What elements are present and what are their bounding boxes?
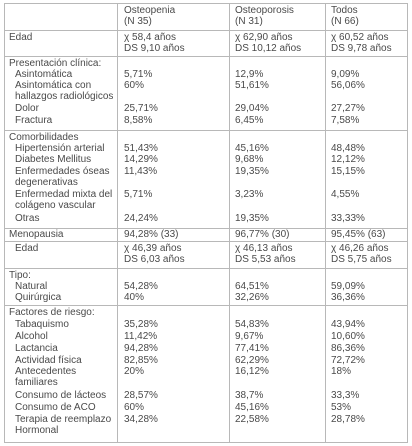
row-label: Lactancia xyxy=(15,343,58,354)
column-divider xyxy=(229,4,230,442)
cell-osteopenia: 34,28% xyxy=(124,414,158,425)
cell-todos: 10,60% xyxy=(331,331,365,342)
row-divider xyxy=(5,305,407,306)
cell-edad-menopausia-osteopenia: χ 46,39 años DS 6,03 años xyxy=(124,243,185,265)
row-label: Actividad física xyxy=(15,355,82,366)
row-label: Quirúrgica xyxy=(15,292,62,303)
cell-edad-todos: χ 60,52 años DS 9,78 años xyxy=(331,32,392,54)
row-label: Hipertensión arterial xyxy=(15,143,105,154)
section-title-comorbilidades: Comorbilidades xyxy=(9,132,79,143)
cell-osteoporosis: 45,16% xyxy=(235,143,269,154)
header-osteoporosis: Osteoporosis (N 31) xyxy=(235,5,294,27)
row-label: Consumo de ACO xyxy=(15,402,96,413)
cell-osteoporosis: 9,68% xyxy=(235,154,264,165)
cell-edad-menopausia-osteoporosis: χ 46,13 años DS 5,53 años xyxy=(235,243,296,265)
row-label-menopausia: Menopausia xyxy=(9,229,64,240)
cell-osteoporosis: 77,41% xyxy=(235,343,269,354)
cell-osteopenia: 60% xyxy=(124,402,145,413)
row-divider xyxy=(5,30,407,31)
row-label: Dolor xyxy=(15,103,39,114)
cell-todos: 27,27% xyxy=(331,103,365,114)
cell-osteoporosis: 29,04% xyxy=(235,103,269,114)
cell-osteoporosis: 51,61% xyxy=(235,80,269,91)
cell-osteopenia: 8,58% xyxy=(124,115,153,126)
row-label: Asintomática con hallazgos radiológicos xyxy=(15,80,114,102)
row-divider xyxy=(5,268,407,269)
cell-todos: 43,94% xyxy=(331,319,365,330)
row-divider xyxy=(5,241,407,242)
cell-todos: 7,58% xyxy=(331,115,360,126)
cell-osteopenia: 82,85% xyxy=(124,355,158,366)
cell-osteopenia: 20% xyxy=(124,366,145,377)
cell-osteopenia: 5,71% xyxy=(124,189,153,200)
row-label: Natural xyxy=(15,281,48,292)
cell-todos: 86,36% xyxy=(331,343,365,354)
cell-todos: 56,06% xyxy=(331,80,365,91)
cell-osteopenia: 35,28% xyxy=(124,319,158,330)
cell-osteopenia: 54,28% xyxy=(124,281,158,292)
row-label: Terapia de reemplazo Hormonal xyxy=(15,414,112,436)
cell-todos: 59,09% xyxy=(331,281,365,292)
cell-todos: 33,3% xyxy=(331,390,360,401)
row-label: Antecedentes familiares xyxy=(15,366,77,388)
cell-menopausia-osteoporosis: 96,77% (30) xyxy=(235,229,290,240)
cell-todos: 15,15% xyxy=(331,166,365,177)
cell-osteoporosis: 32,26% xyxy=(235,292,269,303)
cell-menopausia-osteopenia: 94,28% (33) xyxy=(124,229,179,240)
cell-todos: 9,09% xyxy=(331,69,360,80)
cell-osteoporosis: 45,16% xyxy=(235,402,269,413)
cell-todos: 53% xyxy=(331,402,352,413)
row-label-edad-menopausia: Edad xyxy=(15,243,39,254)
cell-todos: 4,55% xyxy=(331,189,360,200)
cell-osteopenia: 28,57% xyxy=(124,390,158,401)
cell-osteoporosis: 6,45% xyxy=(235,115,264,126)
cell-menopausia-todos: 95,45% (63) xyxy=(331,229,386,240)
row-label: Diabetes Mellitus xyxy=(15,154,92,165)
cell-osteopenia: 24,24% xyxy=(124,213,158,224)
cell-todos: 48,48% xyxy=(331,143,365,154)
cell-edad-menopausia-todos: χ 46,26 años DS 5,75 años xyxy=(331,243,392,265)
cell-osteoporosis: 19,35% xyxy=(235,166,269,177)
cell-osteoporosis: 3,23% xyxy=(235,189,264,200)
row-label: Tabaquismo xyxy=(15,319,69,330)
column-divider xyxy=(117,4,118,442)
data-table xyxy=(4,3,408,443)
row-label: Otras xyxy=(15,213,40,224)
cell-osteopenia: 60% xyxy=(124,80,145,91)
cell-osteopenia: 14,29% xyxy=(124,154,158,165)
row-divider xyxy=(5,56,407,57)
cell-osteopenia: 11,42% xyxy=(124,331,158,342)
cell-osteoporosis: 22,58% xyxy=(235,414,269,425)
cell-todos: 28,78% xyxy=(331,414,365,425)
row-label: Enfermedades óseas degenerativas xyxy=(15,166,110,188)
section-title-presentacion: Presentación clínica: xyxy=(9,58,102,69)
cell-osteoporosis: 19,35% xyxy=(235,213,269,224)
row-divider xyxy=(5,130,407,131)
cell-osteoporosis: 9,67% xyxy=(235,331,264,342)
cell-osteopenia: 5,71% xyxy=(124,69,153,80)
row-label: Consumo de lácteos xyxy=(15,390,107,401)
cell-todos: 33,33% xyxy=(331,213,365,224)
cell-osteoporosis: 38,7% xyxy=(235,390,264,401)
cell-edad-osteopenia: χ 58,4 años DS 9,10 años xyxy=(124,32,185,54)
cell-osteoporosis: 12,9% xyxy=(235,69,264,80)
cell-osteopenia: 51,43% xyxy=(124,143,158,154)
cell-todos: 36,36% xyxy=(331,292,365,303)
section-title-tipo: Tipo: xyxy=(9,270,31,281)
cell-osteoporosis: 16,12% xyxy=(235,366,269,377)
header-todos: Todos (N 66) xyxy=(331,5,359,27)
section-title-factores: Factores de riesgo: xyxy=(9,307,95,318)
cell-osteopenia: 11,43% xyxy=(124,166,158,177)
row-label-edad: Edad xyxy=(9,32,33,43)
row-label: Fractura xyxy=(15,115,53,126)
row-label: Alcohol xyxy=(15,331,48,342)
cell-todos: 18% xyxy=(331,366,352,377)
cell-osteopenia: 94,28% xyxy=(124,343,158,354)
cell-todos: 72,72% xyxy=(331,355,365,366)
cell-todos: 12,12% xyxy=(331,154,365,165)
cell-edad-osteoporosis: χ 62,90 años DS 10,12 años xyxy=(235,32,302,54)
header-osteopenia: Osteopenia (N 35) xyxy=(124,5,176,27)
cell-osteopenia: 40% xyxy=(124,292,145,303)
column-divider xyxy=(325,4,326,442)
cell-osteoporosis: 64,51% xyxy=(235,281,269,292)
row-label: Asintomática xyxy=(15,69,73,80)
cell-osteoporosis: 54,83% xyxy=(235,319,269,330)
cell-osteopenia: 25,71% xyxy=(124,103,158,114)
cell-osteoporosis: 62,29% xyxy=(235,355,269,366)
row-label: Enfermedad mixta del colágeno vascular xyxy=(15,189,113,211)
